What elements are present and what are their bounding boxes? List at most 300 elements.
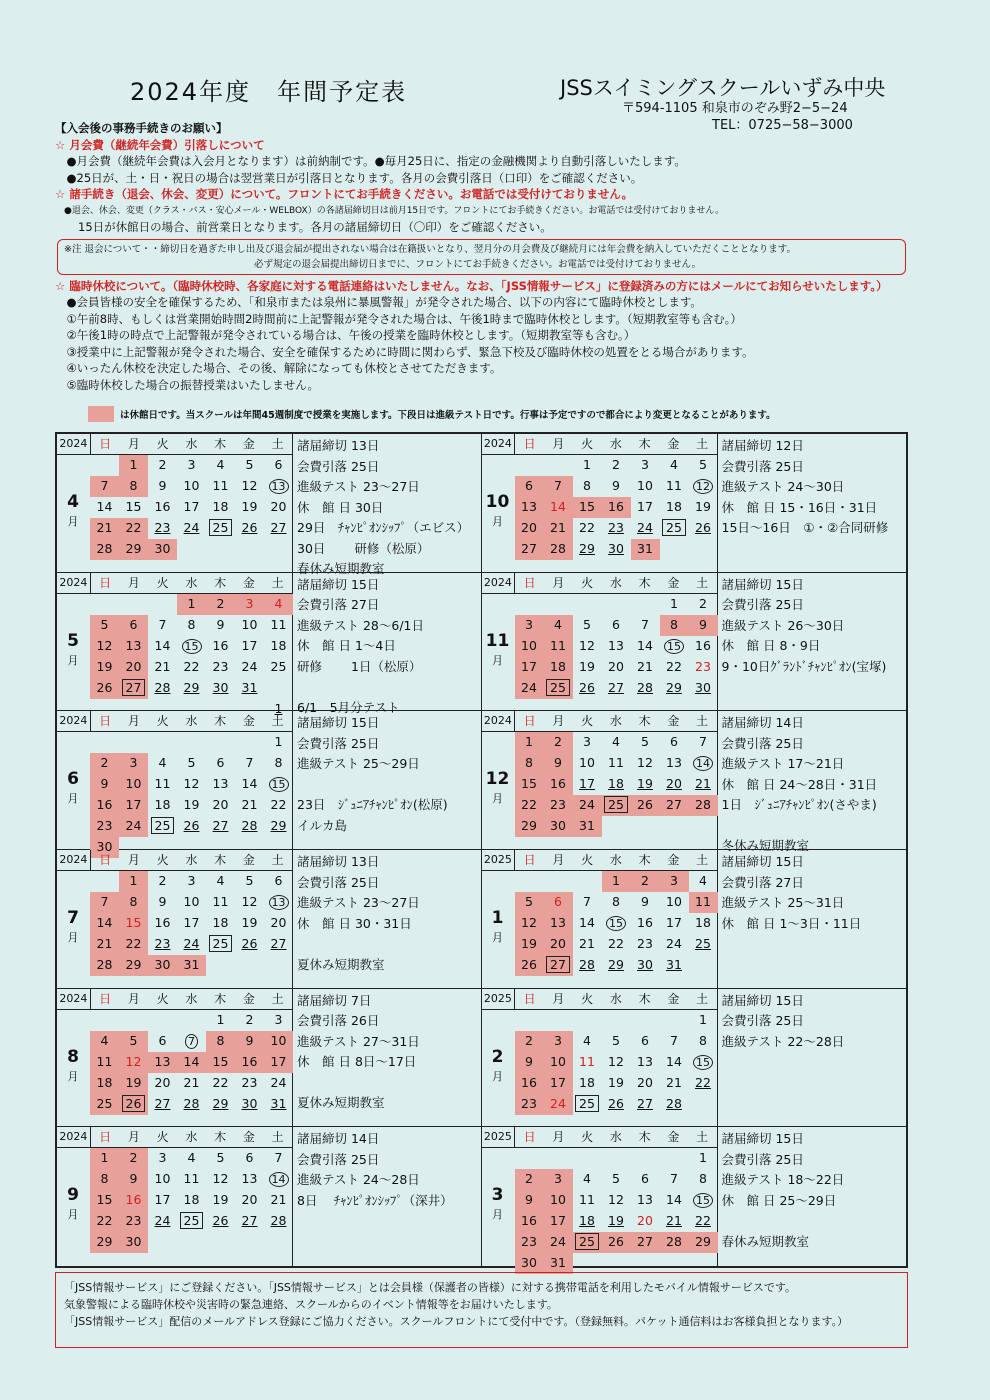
day-number: 9 (245, 1032, 254, 1048)
event-line (722, 816, 905, 837)
day-number: 27 (270, 936, 287, 951)
day-number: 18 (695, 915, 711, 930)
event-line: 会費引落 25日 (721, 735, 804, 751)
day-cell (119, 913, 148, 934)
day-cell (264, 476, 293, 497)
event-line: 9・10日ｸﾞﾗﾝﾄﾞﾁｬﾝﾋﾟｵﾝ(宝塚) (721, 658, 887, 674)
day-number: 19 (241, 499, 258, 514)
day-cell (544, 615, 573, 636)
month-kanji: 月 (67, 931, 79, 944)
day-number: 24 (183, 520, 200, 535)
event-line: 進級テスト 22〜28日 (721, 1033, 845, 1049)
month-number: 3 (491, 1185, 504, 1206)
month-block (482, 850, 907, 989)
day-number: 28 (96, 541, 113, 556)
day-cell (148, 455, 177, 476)
day-cell (602, 774, 631, 795)
day-cell (573, 539, 602, 560)
day-number: 6 (554, 894, 562, 909)
day-cell (148, 1052, 177, 1073)
day-number: 28 (96, 957, 113, 972)
day-cell (119, 934, 148, 955)
day-number: 28 (241, 818, 258, 834)
month-label (486, 908, 510, 948)
weekday-label: 金 (667, 1130, 680, 1145)
day-cell (206, 636, 235, 657)
day-cell (689, 1073, 718, 1094)
day-cell (119, 816, 148, 837)
weekday-label: 火 (156, 991, 169, 1006)
day-cell (602, 539, 631, 560)
day-cell (631, 892, 660, 913)
day-cell (544, 539, 573, 560)
day-number: 30 (125, 1234, 142, 1250)
day-cell (544, 934, 573, 955)
event-line: 春休み短期教室 (297, 561, 385, 576)
day-number: 29 (695, 1234, 711, 1250)
month-label (61, 1047, 85, 1087)
day-number: 14 (579, 915, 595, 930)
month-events (297, 575, 479, 719)
day-number: 30 (154, 541, 171, 556)
day-number: 29 (96, 1234, 113, 1250)
day-number: 21 (666, 1074, 682, 1090)
day-number: 15 (664, 639, 684, 654)
day-number: 25 (695, 936, 711, 951)
day-number: 2 (129, 1150, 138, 1166)
day-cell (148, 476, 177, 497)
event-line (297, 1073, 479, 1094)
day-number: 11 (695, 894, 711, 909)
day-cell (177, 594, 206, 615)
day-cell (631, 1169, 660, 1190)
weekday-header (57, 434, 292, 455)
day-number: 6 (641, 1032, 649, 1048)
day-number: 1 (525, 734, 533, 750)
day-cell (515, 892, 544, 913)
day-cell (573, 1169, 602, 1190)
weekday-label: 水 (609, 437, 622, 451)
day-cell (90, 497, 119, 518)
day-number: 18 (608, 776, 624, 792)
day-number: 13 (212, 776, 229, 792)
day-cell (602, 1190, 631, 1211)
day-cell (602, 795, 631, 816)
day-cell (264, 934, 293, 955)
day-number: 18 (550, 658, 566, 674)
day-number: 3 (641, 457, 649, 472)
weekday-label: 水 (185, 714, 198, 729)
day-number: 13 (521, 499, 537, 514)
day-number: 9 (525, 1192, 533, 1208)
empty-cell (119, 1010, 148, 1031)
event-line: 会費引落 25日 (297, 735, 380, 751)
day-number: 20 (637, 1213, 653, 1229)
closure-line: ③授業中に上記警報が発令された場合、安全を確保するために時間に関わらず、緊急下校及び臨時休校の処置をとる場合があります。 (55, 344, 754, 359)
day-number: 10 (579, 755, 595, 771)
day-number: 26 (96, 679, 113, 695)
empty-cell (515, 1148, 544, 1169)
day-cell (631, 539, 660, 560)
day-cell (235, 594, 264, 615)
day-number: 1 (612, 873, 620, 888)
empty-cell (544, 1148, 573, 1169)
weekday-label: 火 (581, 991, 594, 1006)
month-events (297, 991, 479, 1114)
month-calendar (57, 711, 293, 855)
day-cell (206, 497, 235, 518)
day-cell (264, 636, 293, 657)
day-number: 23 (212, 658, 229, 674)
month-kanji: 月 (67, 1069, 79, 1083)
day-cell (177, 1190, 206, 1211)
event-line: 会費引落 25日 (721, 1013, 804, 1029)
day-number: 24 (579, 797, 595, 813)
event-line: 夏休み短期教室 (297, 956, 385, 972)
day-number: 1 (274, 734, 283, 750)
day-cell (177, 892, 206, 913)
day-number: 25 (575, 1095, 599, 1112)
day-cell (90, 795, 119, 816)
day-number: 19 (212, 1192, 229, 1208)
day-cell (660, 871, 689, 892)
month-number: 2 (491, 1046, 504, 1067)
day-number: 19 (96, 658, 113, 674)
day-number: 3 (554, 1032, 562, 1048)
day-number: 10 (550, 1053, 566, 1069)
day-number: 11 (212, 894, 229, 909)
empty-cell (177, 732, 206, 753)
notices-line: ●月会費（継続年会費は入会月となります）は前納制です。●毎月25日に、指定の金融機関より自動引落しいたします。 (55, 154, 686, 168)
weekday-label: 木 (214, 575, 227, 590)
day-number: 1 (187, 595, 196, 611)
school-tel: TEL：0725−58−3000 (712, 118, 853, 133)
day-number: 18 (270, 637, 287, 653)
weekday-label: 月 (127, 1130, 140, 1145)
day-cell (660, 913, 689, 934)
weekday-label: 水 (609, 1130, 622, 1145)
month-calendar (57, 434, 293, 572)
day-number: 5 (699, 457, 707, 472)
month-kanji: 月 (492, 792, 503, 806)
day-number: 29 (608, 957, 624, 972)
day-cell (660, 615, 689, 636)
day-number: 4 (670, 457, 678, 472)
day-number: 29 (125, 957, 142, 972)
day-number: 22 (96, 1213, 113, 1229)
day-number: 14 (241, 776, 258, 792)
month-kanji: 月 (67, 515, 79, 528)
day-cell (689, 1232, 718, 1253)
empty-cell (515, 455, 544, 476)
event-line: 30日 研修（松原） (297, 540, 430, 556)
day-cell (177, 913, 206, 934)
weekday-label: 土 (271, 714, 284, 729)
day-cell (177, 678, 206, 699)
event-line: 会費引落 25日 (721, 1151, 804, 1167)
day-cell (544, 795, 573, 816)
day-number: 13 (269, 895, 289, 910)
day-cell (264, 518, 293, 539)
day-number: 26 (241, 520, 258, 535)
day-number: 9 (100, 776, 109, 792)
day-cell (148, 1148, 177, 1169)
month-kanji: 月 (492, 1208, 503, 1222)
empty-cell (148, 1010, 177, 1031)
weekday-label: 火 (156, 853, 169, 867)
event-line: 休 館 日 8・9日 (721, 638, 821, 654)
day-cell (660, 497, 689, 518)
event-line: 諸届締切 15日 (721, 576, 804, 592)
day-number: 13 (154, 1053, 171, 1069)
day-number: 27 (241, 1213, 258, 1229)
day-number: 12 (608, 1053, 624, 1069)
day-cell (119, 871, 148, 892)
event-line: 諸届締切 15日 (721, 1131, 804, 1147)
closure-line: ④いったん休校を決定した場合、その後、解除になっても休校とさせてただきます。 (55, 361, 502, 375)
month-block (57, 573, 482, 716)
day-number: 28 (666, 1095, 682, 1111)
month-calendar (482, 989, 718, 1127)
day-number: 11 (579, 1192, 595, 1208)
day-number: 24 (270, 1074, 287, 1090)
day-number: 10 (666, 894, 682, 909)
day-number: 18 (183, 1192, 200, 1208)
day-cell (544, 678, 573, 699)
day-cell (573, 774, 602, 795)
weekday-label: 日 (523, 853, 536, 867)
event-line: 進級テスト 23〜27日 (297, 895, 420, 910)
day-number: 1 (216, 1011, 225, 1027)
day-number: 29 (125, 541, 142, 556)
weekday-label: 火 (581, 1130, 594, 1145)
weekday-label: 木 (214, 853, 227, 867)
day-cell (119, 455, 148, 476)
event-line: 諸届締切 15日 (297, 715, 380, 731)
day-cell (177, 1031, 206, 1052)
weekday-label: 日 (523, 1130, 536, 1145)
day-cell (515, 774, 544, 795)
day-cell (264, 657, 293, 678)
day-number: 16 (521, 1213, 537, 1229)
weekday-label: 日 (99, 853, 112, 867)
day-cell (689, 795, 718, 816)
weekday-label: 日 (523, 714, 536, 729)
empty-cell (660, 1148, 689, 1169)
day-number: 26 (579, 679, 595, 695)
weekday-label: 日 (523, 991, 536, 1006)
day-number: 24 (241, 658, 258, 674)
month-number: 5 (67, 630, 79, 651)
day-cell (235, 795, 264, 816)
day-number: 26 (608, 1234, 624, 1250)
day-cell (206, 518, 235, 539)
event-line: 会費引落 25日 (721, 597, 804, 613)
empty-cell (90, 871, 119, 892)
weekday-label: 火 (156, 1130, 169, 1145)
day-number: 5 (216, 1150, 225, 1166)
event-line: 進級テスト 25〜29日 (297, 756, 420, 772)
day-cell (602, 1211, 631, 1232)
event-line: 進級テスト 17〜21日 (721, 756, 845, 772)
day-cell (235, 774, 264, 795)
empty-cell (602, 1148, 631, 1169)
event-line: 諸届締切 15日 (721, 854, 804, 869)
weekday-label: 水 (609, 575, 622, 590)
day-cell (148, 816, 177, 837)
day-grid (90, 1010, 293, 1115)
month-calendar (57, 989, 293, 1127)
legend-swatch (88, 406, 114, 422)
day-number: 12 (693, 479, 713, 494)
day-cell (515, 678, 544, 699)
day-number: 26 (695, 520, 711, 535)
day-number: 21 (579, 936, 595, 951)
day-cell (90, 615, 119, 636)
closure-line: ①午前8時、もしくは営業開始時間2時間前に上記警報が発令された場合は、午後1時まで臨時休校とします。（短期教室等も含む。） (55, 311, 742, 326)
day-cell (602, 1052, 631, 1073)
day-cell (235, 892, 264, 913)
weekday-label: 木 (214, 991, 227, 1006)
day-number: 30 (241, 1095, 258, 1111)
day-cell (631, 955, 660, 976)
day-cell (90, 1169, 119, 1190)
day-number: 14 (550, 499, 566, 514)
event-line: 進級テスト 25〜31日 (721, 895, 845, 910)
day-number: 20 (154, 1074, 171, 1090)
day-number: 21 (96, 936, 113, 951)
month-events (722, 436, 905, 539)
day-number: 14 (666, 1192, 682, 1208)
day-cell (573, 913, 602, 934)
weekday-label: 水 (609, 853, 622, 867)
day-number: 3 (187, 457, 196, 472)
month-events (722, 991, 905, 1053)
day-number: 17 (241, 637, 258, 653)
day-cell (264, 795, 293, 816)
info-service-footer (55, 1272, 908, 1348)
event-line: 23日 ｼﾞｭﾆｱﾁｬﾝﾋﾟｵﾝ(松原) (297, 797, 448, 813)
day-cell (90, 678, 119, 699)
weekday-label: 水 (185, 853, 198, 867)
year-label: 2025 (482, 989, 516, 1009)
day-cell (148, 1169, 177, 1190)
month-block (482, 1127, 907, 1271)
day-number: 17 (125, 797, 142, 813)
day-cell (119, 1211, 148, 1232)
weekday-label: 金 (242, 991, 255, 1006)
day-cell (206, 615, 235, 636)
day-cell (90, 1094, 119, 1115)
day-number: 28 (183, 1095, 200, 1111)
day-cell (631, 1190, 660, 1211)
day-cell (602, 1232, 631, 1253)
month-events (722, 575, 905, 678)
weekday-label: 日 (99, 575, 112, 590)
day-cell (235, 678, 264, 699)
day-number: 15 (693, 1193, 713, 1208)
day-cell (264, 1169, 293, 1190)
day-cell (631, 1211, 660, 1232)
day-number: 18 (212, 915, 229, 930)
weekday-label: 水 (609, 991, 622, 1006)
day-number: 17 (183, 499, 200, 514)
day-number: 6 (129, 616, 138, 632)
day-cell (660, 1232, 689, 1253)
day-number: 19 (608, 1074, 624, 1090)
empty-cell (119, 594, 148, 615)
day-cell (235, 934, 264, 955)
day-cell (90, 539, 119, 560)
weekday-label: 日 (99, 991, 112, 1006)
day-number: 14 (96, 915, 113, 930)
day-number: 5 (245, 457, 254, 472)
day-number: 26 (212, 1213, 229, 1229)
day-number: 16 (241, 1053, 258, 1069)
day-number: 4 (100, 1032, 109, 1048)
day-cell (177, 1148, 206, 1169)
day-number: 20 (521, 520, 537, 535)
day-number: 30 (608, 541, 624, 556)
event-line: 進級テスト 26〜30日 (721, 617, 845, 633)
day-number: 27 (122, 679, 146, 696)
day-number: 11 (212, 478, 229, 493)
closure-line: ②午後1時の時点で上記警報が発令されている場合は、午後の授業を臨時休校とします。（短期教室等も含む。） (55, 328, 636, 342)
empty-cell (90, 1010, 119, 1031)
weekday-label: 金 (242, 853, 255, 867)
day-cell (206, 816, 235, 837)
day-number: 2 (641, 873, 649, 888)
year-label: 2024 (57, 989, 91, 1009)
day-cell (148, 636, 177, 657)
day-cell (177, 476, 206, 497)
empty-cell (515, 1010, 544, 1031)
day-cell (573, 732, 602, 753)
day-cell (660, 753, 689, 774)
day-number: 27 (521, 541, 537, 556)
day-cell (573, 657, 602, 678)
day-number: 25 (151, 817, 175, 834)
weekday-label: 木 (214, 1130, 227, 1145)
day-number: 24 (550, 1234, 566, 1250)
day-number: 12 (183, 776, 200, 792)
weekday-label: 月 (127, 575, 140, 590)
day-number: 19 (579, 658, 595, 674)
day-number: 22 (270, 797, 287, 813)
day-cell (206, 1211, 235, 1232)
event-line: イルカ島 (297, 817, 348, 833)
empty-cell (631, 1010, 660, 1031)
day-cell (264, 1211, 293, 1232)
day-cell (264, 816, 293, 837)
weekday-label: 月 (127, 714, 140, 729)
day-cell (602, 455, 631, 476)
day-number: 27 (546, 956, 570, 973)
day-grid (90, 594, 293, 720)
day-number: 28 (666, 1234, 682, 1250)
day-cell (177, 497, 206, 518)
weekday-label: 月 (552, 575, 565, 590)
year-label: 2024 (482, 434, 516, 454)
day-number: 29 (270, 818, 287, 834)
day-cell (148, 1190, 177, 1211)
day-cell (235, 1052, 264, 1073)
day-cell (689, 1010, 718, 1031)
day-cell (689, 1031, 718, 1052)
weekday-label: 火 (581, 714, 594, 729)
day-cell (544, 1031, 573, 1052)
day-number: 15 (521, 776, 537, 792)
